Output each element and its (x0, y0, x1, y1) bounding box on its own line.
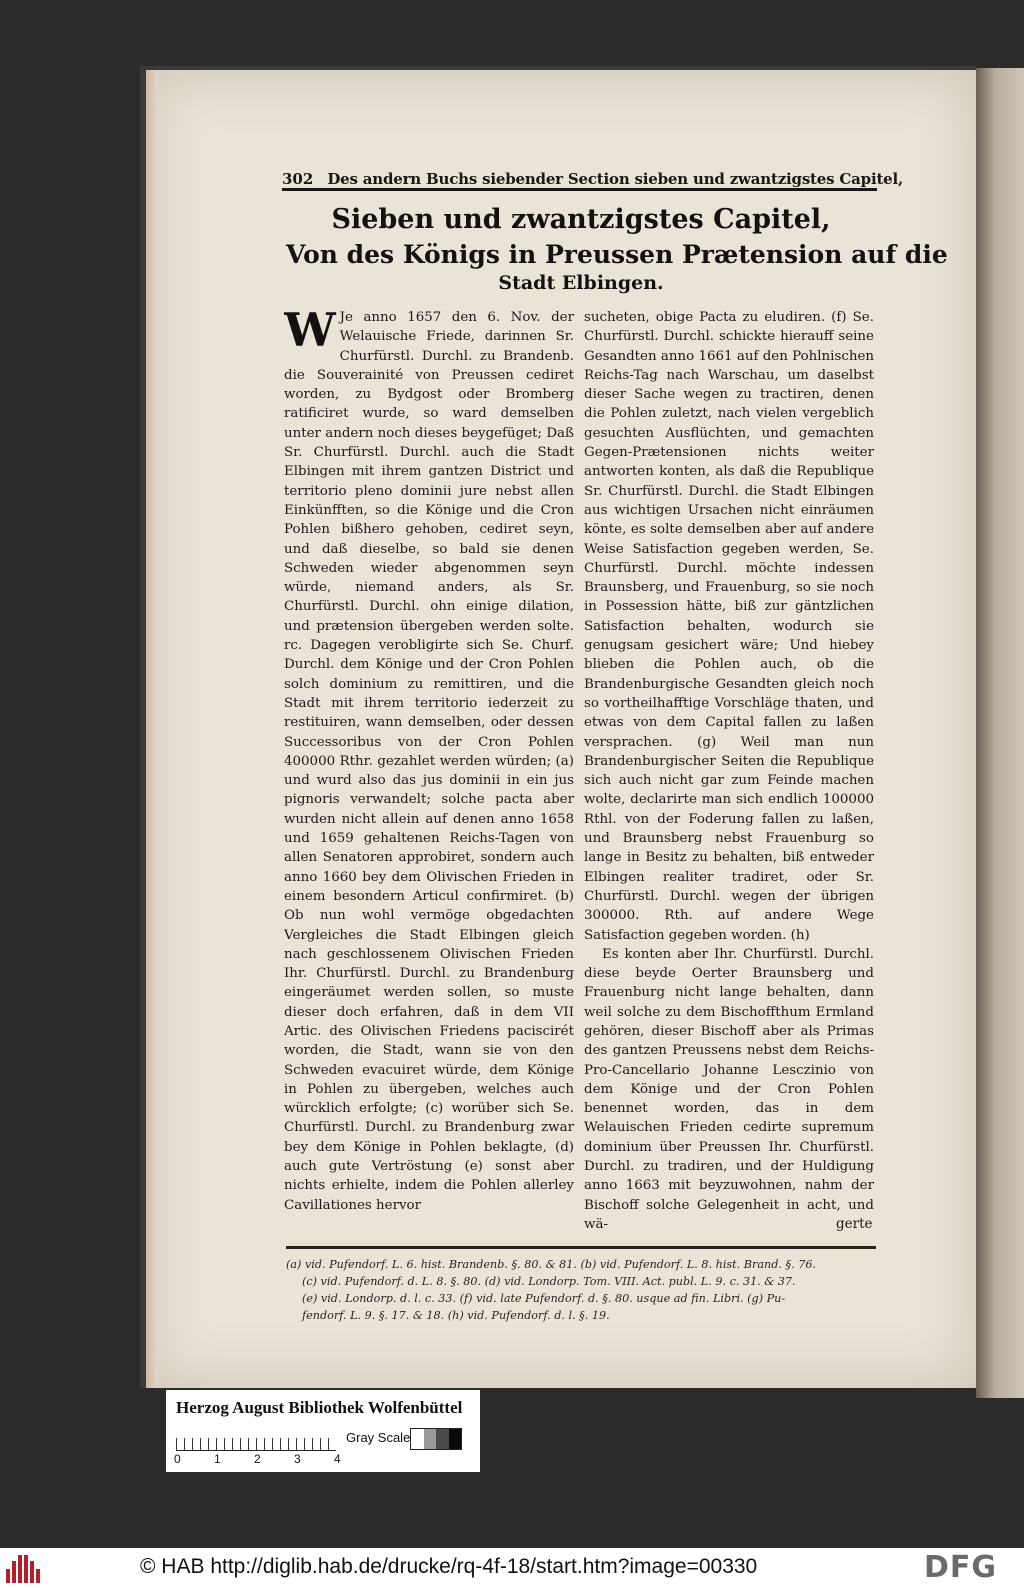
ruler-number: 2 (254, 1452, 261, 1466)
gray-scale-swatches (410, 1428, 462, 1450)
footnotes (286, 1256, 876, 1324)
running-head-text: Des andern Buchs siebender Section sieben und zwantzigstes Capitel, (327, 170, 904, 188)
dfg-logo: DFG (924, 1550, 998, 1585)
scale-card (166, 1390, 480, 1472)
right-column-paragraph-2: Es konten aber Ihr. Churfürstl. Durchl. diese beyde Oerter Braunsberg und Frauenburg nicht lange behalten, dann weil solche zu dem Bischoffthum Ermland gehören, dieser Bischoff aber als Primas des gantzen Preussens nebst dem Reichs-Pro-Cancellario Johanne Lesczinio von dem Könige und der Cron Pohlen benennet worden, das in dem Welauischen Frieden cedirte supremum dominium über Preussen Ihr. Churfürstl. Durchl. zu tradiren, und der Huldigung anno 1663 mit beyzuwohnen, nahm der Bischoff solche Gelegenheit in acht, und wä- (584, 946, 874, 1232)
footnote-line: (a) vid. Pufendorf. L. 6. hist. Brandenb. §. 80. & 81. (b) vid. Pufendorf. L. 8. hist. Brand. §. 76. (286, 1258, 816, 1271)
chapter-title-line3: Stadt Elbingen. (498, 272, 664, 294)
left-column-text: Je anno 1657 den 6. Nov. der Welauische Friede, darinnen Sr. Churfürstl. Durchl. zu Brandenb. die Souverainité von Preussen cediret worden, zu Bydgost oder Bromberg ratificiret wurde, so ward demselben unter andern noch dieses beygefüget; Daß Sr. Churfürstl. Durchl. auch die Stadt Elbingen mit ihrem gantzen District und territorio pleno dominii jure nebst allen Einkünfften, so die Könige und die Cron Pohlen bißhero gehoben, cediret seyn, und daß dieselbe, so bald sie denen Schweden wieder abgenommen seyn würde, niemand anders, als Sr. Churfürstl. Durchl. ohn einige dilation, und prætension übergeben werden solte. rc. Dagegen verobligirte sich Se. Churf. Durchl. dem Könige und der Cron Pohlen solch dominium zu remittiren, und die Stadt mit ihrem territorio iederzeit zu restituiren, wann demselben, oder dessen Successoribus von der Cron Pohlen 400000 Rthr. gezahlet werden würden; (a) und wurd also das jus dominii in ein jus pignoris verwandelt; solche pacta aber wurden nicht allein auf denen anno 1658 und 1659 gehaltenen Reichs-Tagen von allen Senatoren approbiret, sondern auch anno 1660 bey dem Olivischen Frieden in einem besondern Articul confirmiret. (b) Ob nun wohl vermöge obgedachten Vergleiches die Stadt Elbingen gleich nach geschlossenem Olivischen Frieden Ihr. Churfürstl. Durchl. zu Brandenburg eingeräumet werden sollen, so muste dieser doch erfahren, daß in dem VII Artic. des Olivischen Friedens paciscirét worden, die Stadt, wann sie von den Schweden evacuiret würde, dem Könige in Pohlen zu übergeben, welches auch würcklich erfolgte; (c) worüber sich Se. Churfürstl. Durchl. zu Brandenburg zwar bey dem Könige in Pohlen beklagte, (d) auch gute Vertröstung (e) sonst aber nichts erhielte, indem die Pohlen allerley Cavillationes hervor (284, 310, 574, 1213)
footnote-rule (286, 1246, 876, 1249)
ruler-number: 3 (294, 1452, 301, 1466)
book-page (146, 70, 976, 1388)
text-column-right (584, 308, 874, 1233)
text-column-left (284, 308, 574, 1233)
page-number: 302 (282, 170, 314, 188)
ruler (176, 1428, 336, 1451)
ruler-number: 1 (214, 1452, 221, 1466)
chapter-title-line1: Sieben und zwantzigstes Capitel, (331, 204, 831, 235)
ruler-number: 4 (334, 1452, 341, 1466)
footnote-line: (e) vid. Londorp. d. l. c. 33. (f) vid. late Pufendorf. d. §. 80. usque ad fin. Libri. (g) Pu- (302, 1292, 786, 1305)
running-head (282, 158, 904, 191)
hab-logo-icon (6, 1553, 42, 1583)
gray-scale-label: Gray Scale (346, 1430, 411, 1445)
chapter-title-line2: Von des Königs in Preussen Prætension auf die (286, 240, 948, 269)
footnote-line: fendorf. L. 9. §. 17. & 18. (h) vid. Pufendorf. d. l. §. 19. (302, 1309, 610, 1322)
copyright-link[interactable]: © HAB http://diglib.hab.de/drucke/rq-4f-18/start.htm?image=00330 (140, 1555, 758, 1578)
drop-cap: W (284, 308, 336, 357)
right-column-paragraph-1: sucheten, obige Pacta zu eludiren. (f) Se. Churfürstl. Durchl. schickte hierauff seine Gesandten anno 1661 auf den Pohlnischen Reichs-Tag nach Warschau, um daselbst dieser Sache wegen zu tractiren, denen die Pohlen zuletzt, nach vielen vergeblich gesuchten Ausflüchten, und gemachten Gegen-Prætensionen nichts weiter antworten konten, als daß die Republique Sr. Churfürstl. Durchl. die Stadt Elbingen aus wichtigen Ursachen nicht einräumen könte, es solte demselben aber auf andere Weise Satisfaction gegeben werden, Se. Churfürstl. Durchl. möchte indessen Braunsberg, und Frauenburg, so sie noch in Possession hätte, biß zur gäntzlichen Satisfaction behalten, wodurch sie genugsam gesichert wäre; Und hiebey blieben die Pohlen auch, ob die Brandenburgische Gesandten gleich noch so vortheilhafftige Vorschläge thaten, und etwas von dem Capital fallen zu laßen versprachen. (g) Weil man nun Brandenburgischer Seiten die Republique sich auch nicht gar zum Feinde machen wolte, declarirte man sich endlich 100000 Rthl. von der Foderung fallen zu laßen, und Braunsberg nebst Frauenburg so lange in Besitz zu behalten, biß entweder Elbingen realiter tradiret, oder Sr. Churfürstl. Durchl. wegen der übrigen 300000. Rth. auf andere Wege Satisfaction gegeben worden. (h) (584, 310, 874, 943)
library-name: Herzog August Bibliothek Wolfenbüttel (176, 1398, 463, 1417)
next-page-edge (976, 68, 1024, 1398)
footnote-line: (c) vid. Pufendorf. d. L. 8. §. 80. (d) vid. Londorp. Tom. VIII. Act. publ. L. 9. c. 31. & 37. (302, 1275, 796, 1288)
catchword: gerte (836, 1216, 873, 1232)
ruler-number: 0 (174, 1452, 181, 1466)
